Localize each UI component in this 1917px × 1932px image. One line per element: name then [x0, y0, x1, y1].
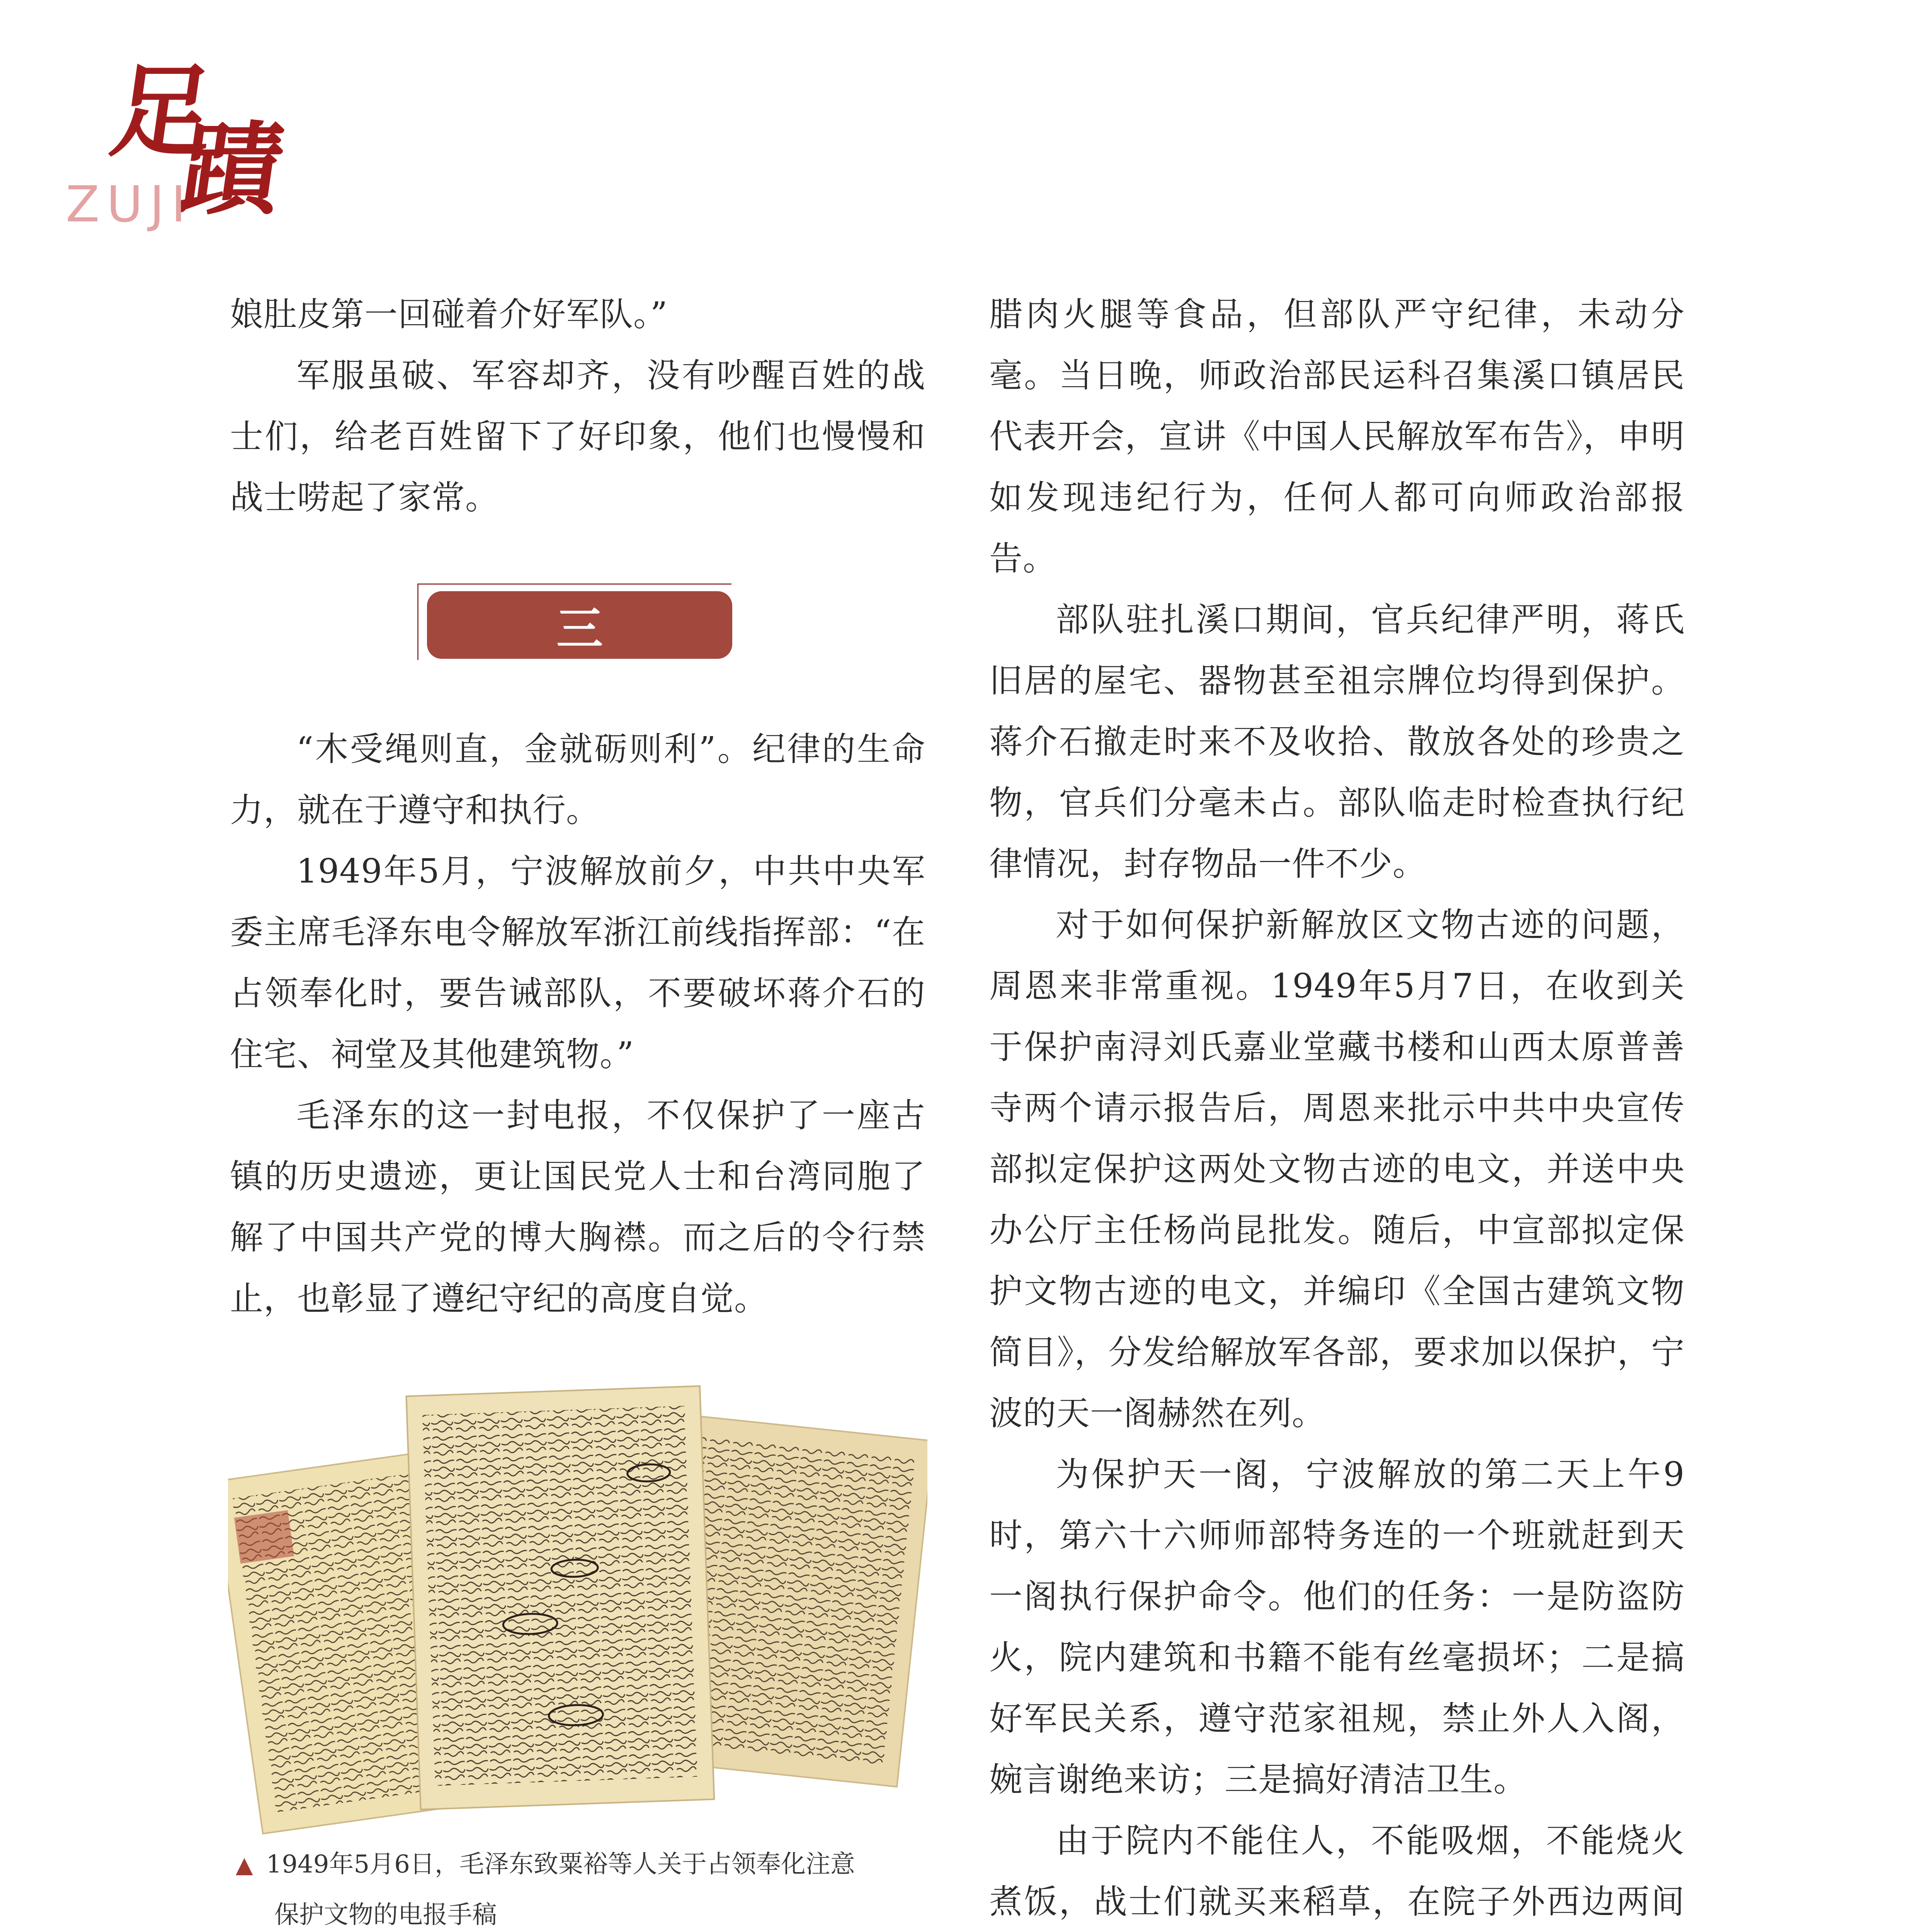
logo-char-1: 足 [104, 53, 221, 171]
paragraph: 1949年5月，宁波解放前夕，中共中央军委主席毛泽东电令解放军浙江前线指挥部：“在占领奉化时，要告诫部队，不要破坏蒋介石的住宅、祠堂及其他建筑物。” [230, 852, 925, 1074]
photo-caption [236, 1839, 931, 1932]
paragraph: 腊肉火腿等食品，但部队严守纪律，未动分毫。当日晚，师政治部民运科召集溪口镇居民代表开会，宣讲《中国人民解放军布告》，申明如发现违纪行为，任何人都可向师政治部报告。 [989, 295, 1685, 578]
telegram-manuscript-photo [228, 1383, 927, 1835]
left-column-top [230, 284, 925, 528]
caption-line-2: 保护文物的电报手稿 [274, 1901, 497, 1929]
paragraph: 军服虽破、军容却齐，没有吵醒百姓的战士们，给老百姓留下了好印象，他们也慢慢和战士唠起了家常。 [230, 356, 925, 517]
paragraph: 对于如何保护新解放区文物古迹的问题，周恩来非常重视。1949年5月7日，在收到关于保护南浔刘氏嘉业堂藏书楼和山西太原普善寺两个请示报告后，周恩来批示中共中央宣传部拟定保护这两处文物古迹的电文，并送中央办公厅主任杨尚昆批发。随后，中宣部拟定保护文物古迹的电文，并编印《全国古建筑文物简目》，分发给解放军各部，要求加以保护，宁波的天一阁赫然在列。 [989, 906, 1685, 1433]
left-column-middle [230, 719, 925, 1329]
caption-triangle-icon: ▲ [236, 1852, 253, 1878]
paragraph: 为保护天一阁，宁波解放的第二天上午9时，第六十六师师部特务连的一个班就赶到天一阁执行保护命令。他们的任务：一是防盗防火，院内建筑和书籍不能有丝毫损坏；二是搞好军民关系，遵守范家祖规，禁止外人入阁，婉言谢绝来访；三是搞好清洁卫生。 [989, 1455, 1685, 1799]
paragraph: “木受绳则直，金就砺则利”。纪律的生命力，就在于遵守和执行。 [230, 730, 925, 830]
logo-char-2: 蹟 [173, 111, 291, 229]
paragraph: 由于院内不能住人，不能吸烟，不能烧火煮饭，战士们就买来稻草，在院子外西边两间 [989, 1821, 1685, 1921]
right-column [989, 284, 1685, 1932]
paragraph: 娘肚皮第一回碰着介好军队。” [230, 295, 668, 334]
caption-line-1: 1949年5月6日，毛泽东致粟裕等人关于占领奉化注意 [266, 1850, 855, 1879]
section-heading: 三 [427, 591, 732, 659]
paragraph: 毛泽东的这一封电报，不仅保护了一座古镇的历史遗迹，更让国民党人士和台湾同胞了解了中国共产党的博大胸襟。而之后的令行禁止，也彰显了遵纪守纪的高度自觉。 [230, 1096, 925, 1318]
logo-latin: ZUJI [66, 176, 193, 233]
paragraph: 部队驻扎溪口期间，官兵纪律严明，蒋氏旧居的屋宅、器物甚至祖宗牌位均得到保护。蒋介石撤走时来不及收拾、散放各处的珍贵之物，官兵们分毫未占。部队临走时检查执行纪律情况，封存物品一件不少。 [989, 600, 1685, 883]
